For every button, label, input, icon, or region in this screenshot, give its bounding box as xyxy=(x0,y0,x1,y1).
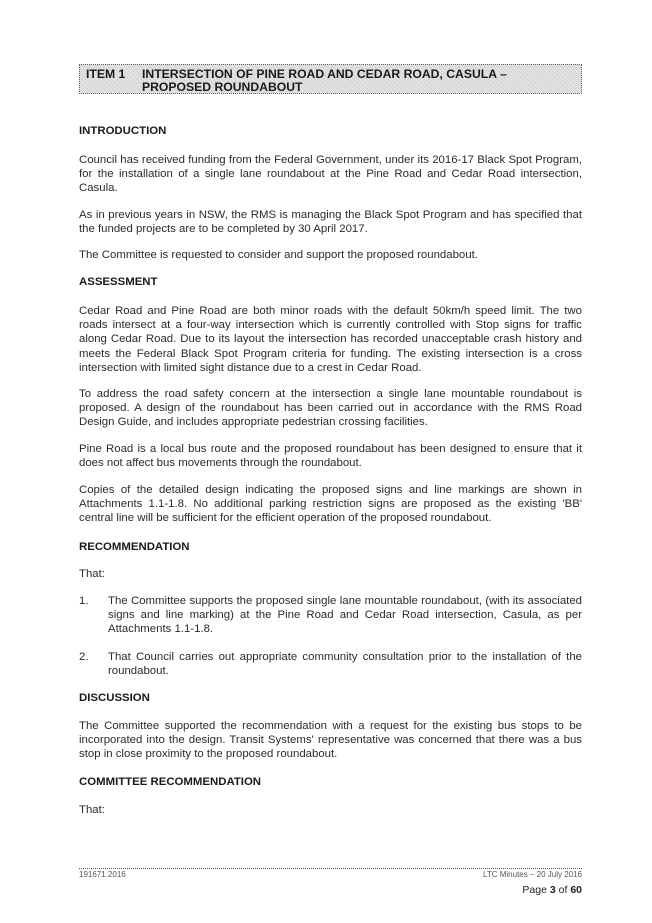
footer-document-title: LTC Minutes – 20 July 2016 xyxy=(482,870,582,879)
page-current: 3 xyxy=(549,884,556,896)
recommendation-that: That: xyxy=(79,568,105,580)
assessment-paragraph-1: Cedar Road and Pine Road are both minor roads with the default 50km/h speed limit. The two roads intersect at a four-way intersection which is currently controlled with Stop signs for traffic along Cedar Road. Due to its layout the intersection has recorded unacceptable crash history and meets the Federal Black Spot Program criteria for funding. The existing intersection is a cross intersection with limited sight distance due to a crest in Cedar Road. xyxy=(79,305,582,374)
recommendation-item-1-number: 1. xyxy=(79,595,89,607)
item-title-box xyxy=(79,64,582,94)
discussion-paragraph: The Committee supported the recommendation with a request for the existing bus stops to be incorporated into the design. Transit Systems' representative was concerned that there was a bus stop in close proximity to the proposed roundabout. xyxy=(79,720,582,761)
assessment-paragraph-4: Copies of the detailed design indicating the proposed signs and line markings are shown in Attachments 1.1-1.8. No additional parking restriction signs are proposed as the existing 'BB' central line will be sufficient for the efficient operation of the proposed roundabout. xyxy=(79,484,582,525)
recommendation-item-1-text: The Committee supports the proposed single lane mountable roundabout, (with its associated signs and line marking) at the Pine Road and Cedar Road intersection, Casula, as per Attachments 1.1-1.8. xyxy=(108,595,582,636)
page-total: 60 xyxy=(570,884,582,896)
committee-recommendation-that: That: xyxy=(79,804,105,816)
page-number xyxy=(522,884,582,896)
committee-recommendation-heading: COMMITTEE RECOMMENDATION xyxy=(79,776,262,788)
assessment-paragraph-3: Pine Road is a local bus route and the proposed roundabout has been designed to ensure that it does not affect bus movements through the roundabout. xyxy=(79,443,582,470)
item-title: INTERSECTION OF PINE ROAD AND CEDAR ROAD, CASULA – PROPOSED ROUNDABOUT xyxy=(142,67,507,94)
footer-divider xyxy=(79,868,582,869)
assessment-heading: ASSESSMENT xyxy=(79,276,158,288)
recommendation-item-2-text: That Council carries out appropriate community consultation prior to the installation of the roundabout. xyxy=(108,651,582,678)
introduction-paragraph-3: The Committee is requested to consider and support the proposed roundabout. xyxy=(79,249,478,261)
page-of: of xyxy=(558,884,568,896)
recommendation-item-2-number: 2. xyxy=(79,651,89,663)
discussion-heading: DISCUSSION xyxy=(79,692,150,704)
introduction-paragraph-2: As in previous years in NSW, the RMS is managing the Black Spot Program and has specified that the funded projects are to be completed by 30 April 2017. xyxy=(79,209,582,236)
assessment-paragraph-2: To address the road safety concern at the intersection a single lane mountable roundabout is proposed. A design of the roundabout has been carried out in accordance with the RMS Road Design Guide, and includes appropriate pedestrian crossing facilities. xyxy=(79,388,582,429)
introduction-heading: INTRODUCTION xyxy=(79,125,167,137)
footer-reference: 191671.2016 xyxy=(79,870,126,879)
page-label: Page xyxy=(522,884,547,896)
introduction-paragraph-1: Council has received funding from the Federal Government, under its 2016-17 Black Spot Program, for the installation of a single lane roundabout at the Pine Road and Cedar Road intersection, Casula. xyxy=(79,154,582,195)
recommendation-heading: RECOMMENDATION xyxy=(79,541,190,553)
item-number: ITEM 1 xyxy=(86,67,126,81)
